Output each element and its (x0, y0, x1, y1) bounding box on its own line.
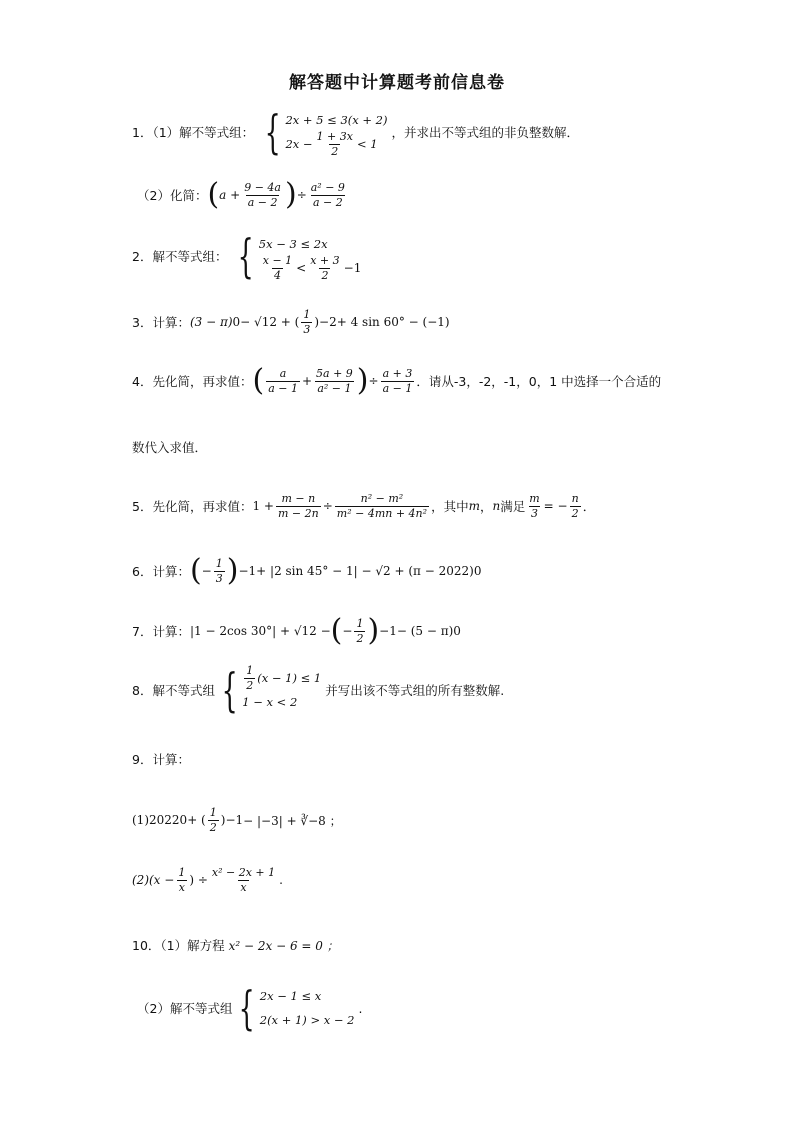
q1-row-1: 2x + 5 ≤ 3(x + 2) (285, 113, 388, 127)
question-1-part-1: 1．（1）解不等式组： { 2x + 5 ≤ 3(x + 2) 2x − $\frac{1 + 3x}{2}$ < 1 ，并求出不等式组的非负整数解． (132, 105, 580, 159)
question-10-part-1: 10．（1）解方程 x² − 2x − 6 = 0 ； (132, 938, 339, 953)
question-9: 9．计算： (132, 752, 190, 767)
question-9-part-1: (1)2022 0 + ( $\frac{1}{2}$ ) −1 − |−3| + ∛−8 ； (132, 806, 342, 834)
q1-fraction: $\frac{1 + 3x}{2}$ (316, 129, 353, 158)
question-5: 5．先化简，再求值： 1 + $\frac{m - n}{m - 2n}$ ÷ $\frac{\text{n² − m²}}{\text{m² − 4mn + 4n²}}$ ，其中 m ， n 满足 $\frac{m}{3}$ = − $\frac{n}{2}$ ． (132, 492, 596, 520)
question-2: 2．解不等式组： { 5x − 3 ≤ 2x $\frac{x - 1}{4}$ < $\frac{x + 3}{2}$ −1 (132, 229, 362, 283)
question-9-part-2: (2)(x − $\frac{1}{x}$ ) ÷ $\frac{\text{x² − 2x + 1}}{x}$ . (132, 866, 283, 894)
question-10-part-2: （2）解不等式组 { 2x − 1 ≤ x 2(x + 1) > x − 2 . (137, 981, 363, 1035)
question-6: 6．计算： ( − $\frac{1}{3}$ ) −1 + |2 sin 45° − 1| − √2 + (π − 2022) 0 (132, 553, 482, 588)
q1-system: { 2x + 5 ≤ 3(x + 2) 2x − $\frac{1 + 3x}{2}$ < 1 (264, 105, 388, 159)
question-4: 4．先化简，再求值： ( $\frac{a}{a - 1}$ + $\frac{5a + 9}{\text{a² − 1}}$ ) ÷ $\frac{a + 3}{a - 1}$ ．请从-3，-2，-1，0，1 中选择一个合适的 (132, 363, 662, 398)
question-3: 3．计算： (3 − π) 0 − √12 + ( $\frac{1}{3}$ ) −2 + 4 sin 60° − (−1) (132, 308, 450, 336)
question-7: 7．计算： |1 − 2cos 30°| + √12 − ( − $\frac{1}{2}$ ) −1 − (5 − π) 0 (132, 613, 461, 648)
question-4-line-2: 数代入求值． (132, 440, 208, 455)
question-8: 8．解不等式组 { $\frac{1}{2}$ (x − 1) ≤ 1 1 − x < 2 并写出该不等式组的所有整数解. (132, 663, 505, 717)
question-1-part-2: （2）化简： ( a + $\frac{9 - 4a}{a - 2}$ ) ÷ $\frac{\text{a² − 9}}{a - 2}$ (137, 177, 345, 212)
page-title: 解答题中计算题考前信息卷 (289, 73, 505, 93)
q1-label: 1．（1）解不等式组： (132, 125, 255, 140)
